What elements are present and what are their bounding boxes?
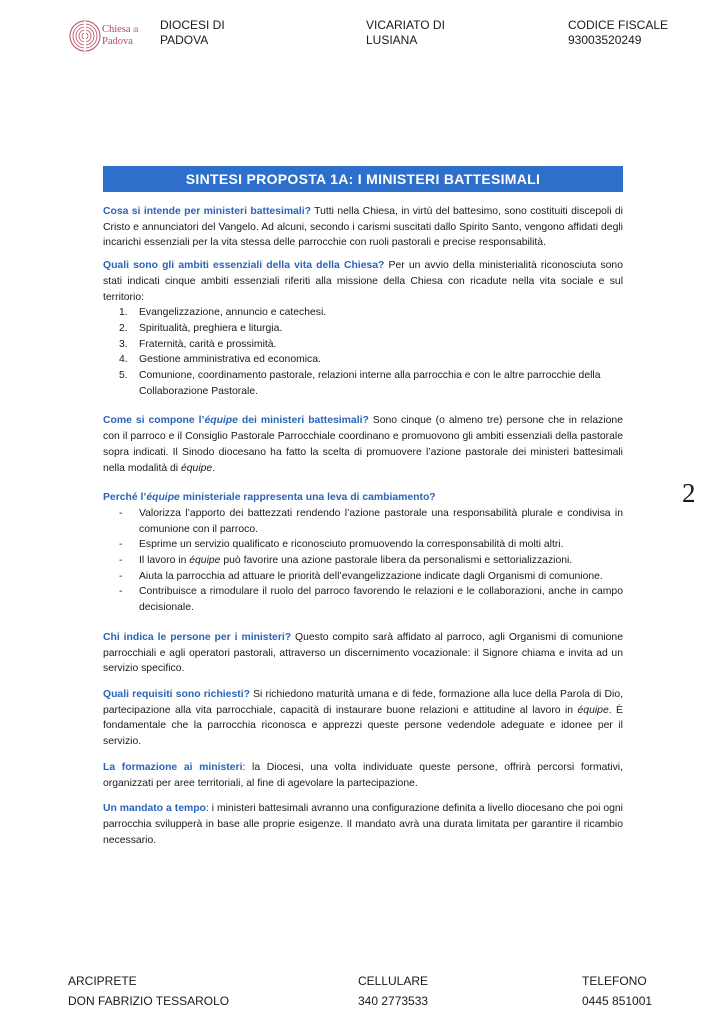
document-body	[103, 166, 623, 848]
footer-mobile: CELLULARE 340 2773533	[358, 974, 429, 1008]
list-item: - Aiuta la parrocchia ad attuare le priorità dell’evangelizzazione indicate dagli Organismi di comunione.	[119, 570, 603, 582]
list-item: - Contribuisce a rimodulare il ruolo del parroco favorendo le relazioni e le collaborazioni, anche in campo decisionale.	[119, 586, 623, 614]
list-item: - Il lavoro in équipe può favorire una azione pastorale libera da personalismi e settorializzazioni.	[119, 555, 573, 567]
list-item: - Valorizza l’apporto dei battezzati rendendo l’azione pastorale una responsabilità plurale e condivisa in comunione con il parroco.	[119, 507, 623, 535]
section-essential-areas: Quali sono gli ambiti essenziali della vita della Chiesa? Per un avvio della ministerialità riconosciuta sono stati indicati cinque ambiti essenziali riferiti alla missione della Chiesa con ricadute nella vita sociale e sul territorio:	[103, 260, 623, 303]
section-who-chooses: Chi indica le persone per i ministeri? Questo compito sarà affidato al parroco, agli Organismi di comunione parrocchiali e agli operatori pastorali, attraverso un discernimento vocazionale: il Signore chiama e invita ad un servizio specifico.	[103, 631, 623, 675]
document-title: SINTESI PROPOSTA 1A: I MINISTERI BATTESIMALI	[103, 166, 623, 192]
list-item: - Esprime un servizio qualificato e riconosciuto promuovendo la corresponsabilità di molti altri.	[119, 539, 564, 551]
equipe-benefits-list	[103, 506, 623, 616]
footer-phone: TELEFONO 0445 851001	[582, 974, 653, 1008]
footer-archpriest: ARCIPRETE DON FABRIZIO TESSAROLO	[68, 974, 230, 1008]
section-equipe-change: Perché l’équipe ministeriale rappresenta una leva di cambiamento?	[103, 492, 436, 504]
header-vicariate: VICARIATO DI LUSIANA	[366, 18, 445, 47]
section-equipe-composition: Come si compone l’équipe dei ministeri battesimali? Sono cinque (o almeno tre) persone che in relazione con il parroco e il Consiglio Pastorale Parrocchiale coordinano e promuovono gli ambiti essenziali della pastorale sopra indicati. Il Sinodo diocesano ha fatto la scelta di promuovere l’azione pastorale dei ministeri battesimali nella modalità di équipe.	[103, 415, 623, 474]
essential-areas-list	[103, 305, 623, 399]
section-mandate: Un mandato a tempo: i ministeri battesimali avranno una configurazione definita a livello diocesano che poi ogni parrocchia svilupperà in base alle proprie esigenze. Il mandato avrà una durata limitata per garantire il ricambio necessario.	[103, 803, 623, 846]
list-item: 4. Gestione amministrativa ed economica.	[119, 354, 321, 366]
header-diocese: DIOCESI DI PADOVA	[160, 18, 225, 47]
section-formation: La formazione ai ministeri: la Diocesi, una volta individuate queste persone, offrirà percorsi formativi, organizzati per aree territoriali, al fine di agevolare la partecipazione.	[103, 761, 623, 789]
chiesa-di-padova-logo	[68, 18, 152, 54]
section-definition: Cosa si intende per ministeri battesimali? Tutti nella Chiesa, in virtù del battesimo, sono costituiti discepoli di Cristo e annunciatori del Vangelo. Ad alcuni, secondo i carismi suscitati dallo Spirito Santo, vengono affidati degli incarichi essenziali per la vita stessa delle parrocchie con ruoli pastorali e precise responsabilità.	[103, 206, 623, 249]
list-item: 5. Comunione, coordinamento pastorale, relazioni interne alla parrocchia e con le altre parrocchie della Collaborazione Pastorale.	[119, 370, 601, 397]
page-number: 2	[682, 478, 696, 508]
spiral-emblem-icon	[68, 18, 102, 54]
list-item: 2. Spiritualità, preghiera e liturgia.	[119, 322, 283, 334]
list-item: 1. Evangelizzazione, annuncio e catechesi.	[119, 307, 327, 319]
header-tax-code: CODICE FISCALE 93003520249	[568, 18, 669, 47]
page-header	[0, 18, 724, 58]
section-requirements: Quali requisiti sono richiesti? Si richiedono maturità umana e di fede, formazione alla luce della Parola di Dio, partecipazione alla vita parrocchiale, capacità di instaurare buone relazioni e attitudine al lavoro in équipe. È fondamentale che la parrocchia riconosca e apprezzi queste persone vedendole adeguate e idonee per il servizio.	[103, 688, 623, 748]
list-item: 3. Fraternità, carità e prossimità.	[119, 338, 277, 350]
logo-wordmark: Chiesa di Padova	[102, 24, 139, 47]
